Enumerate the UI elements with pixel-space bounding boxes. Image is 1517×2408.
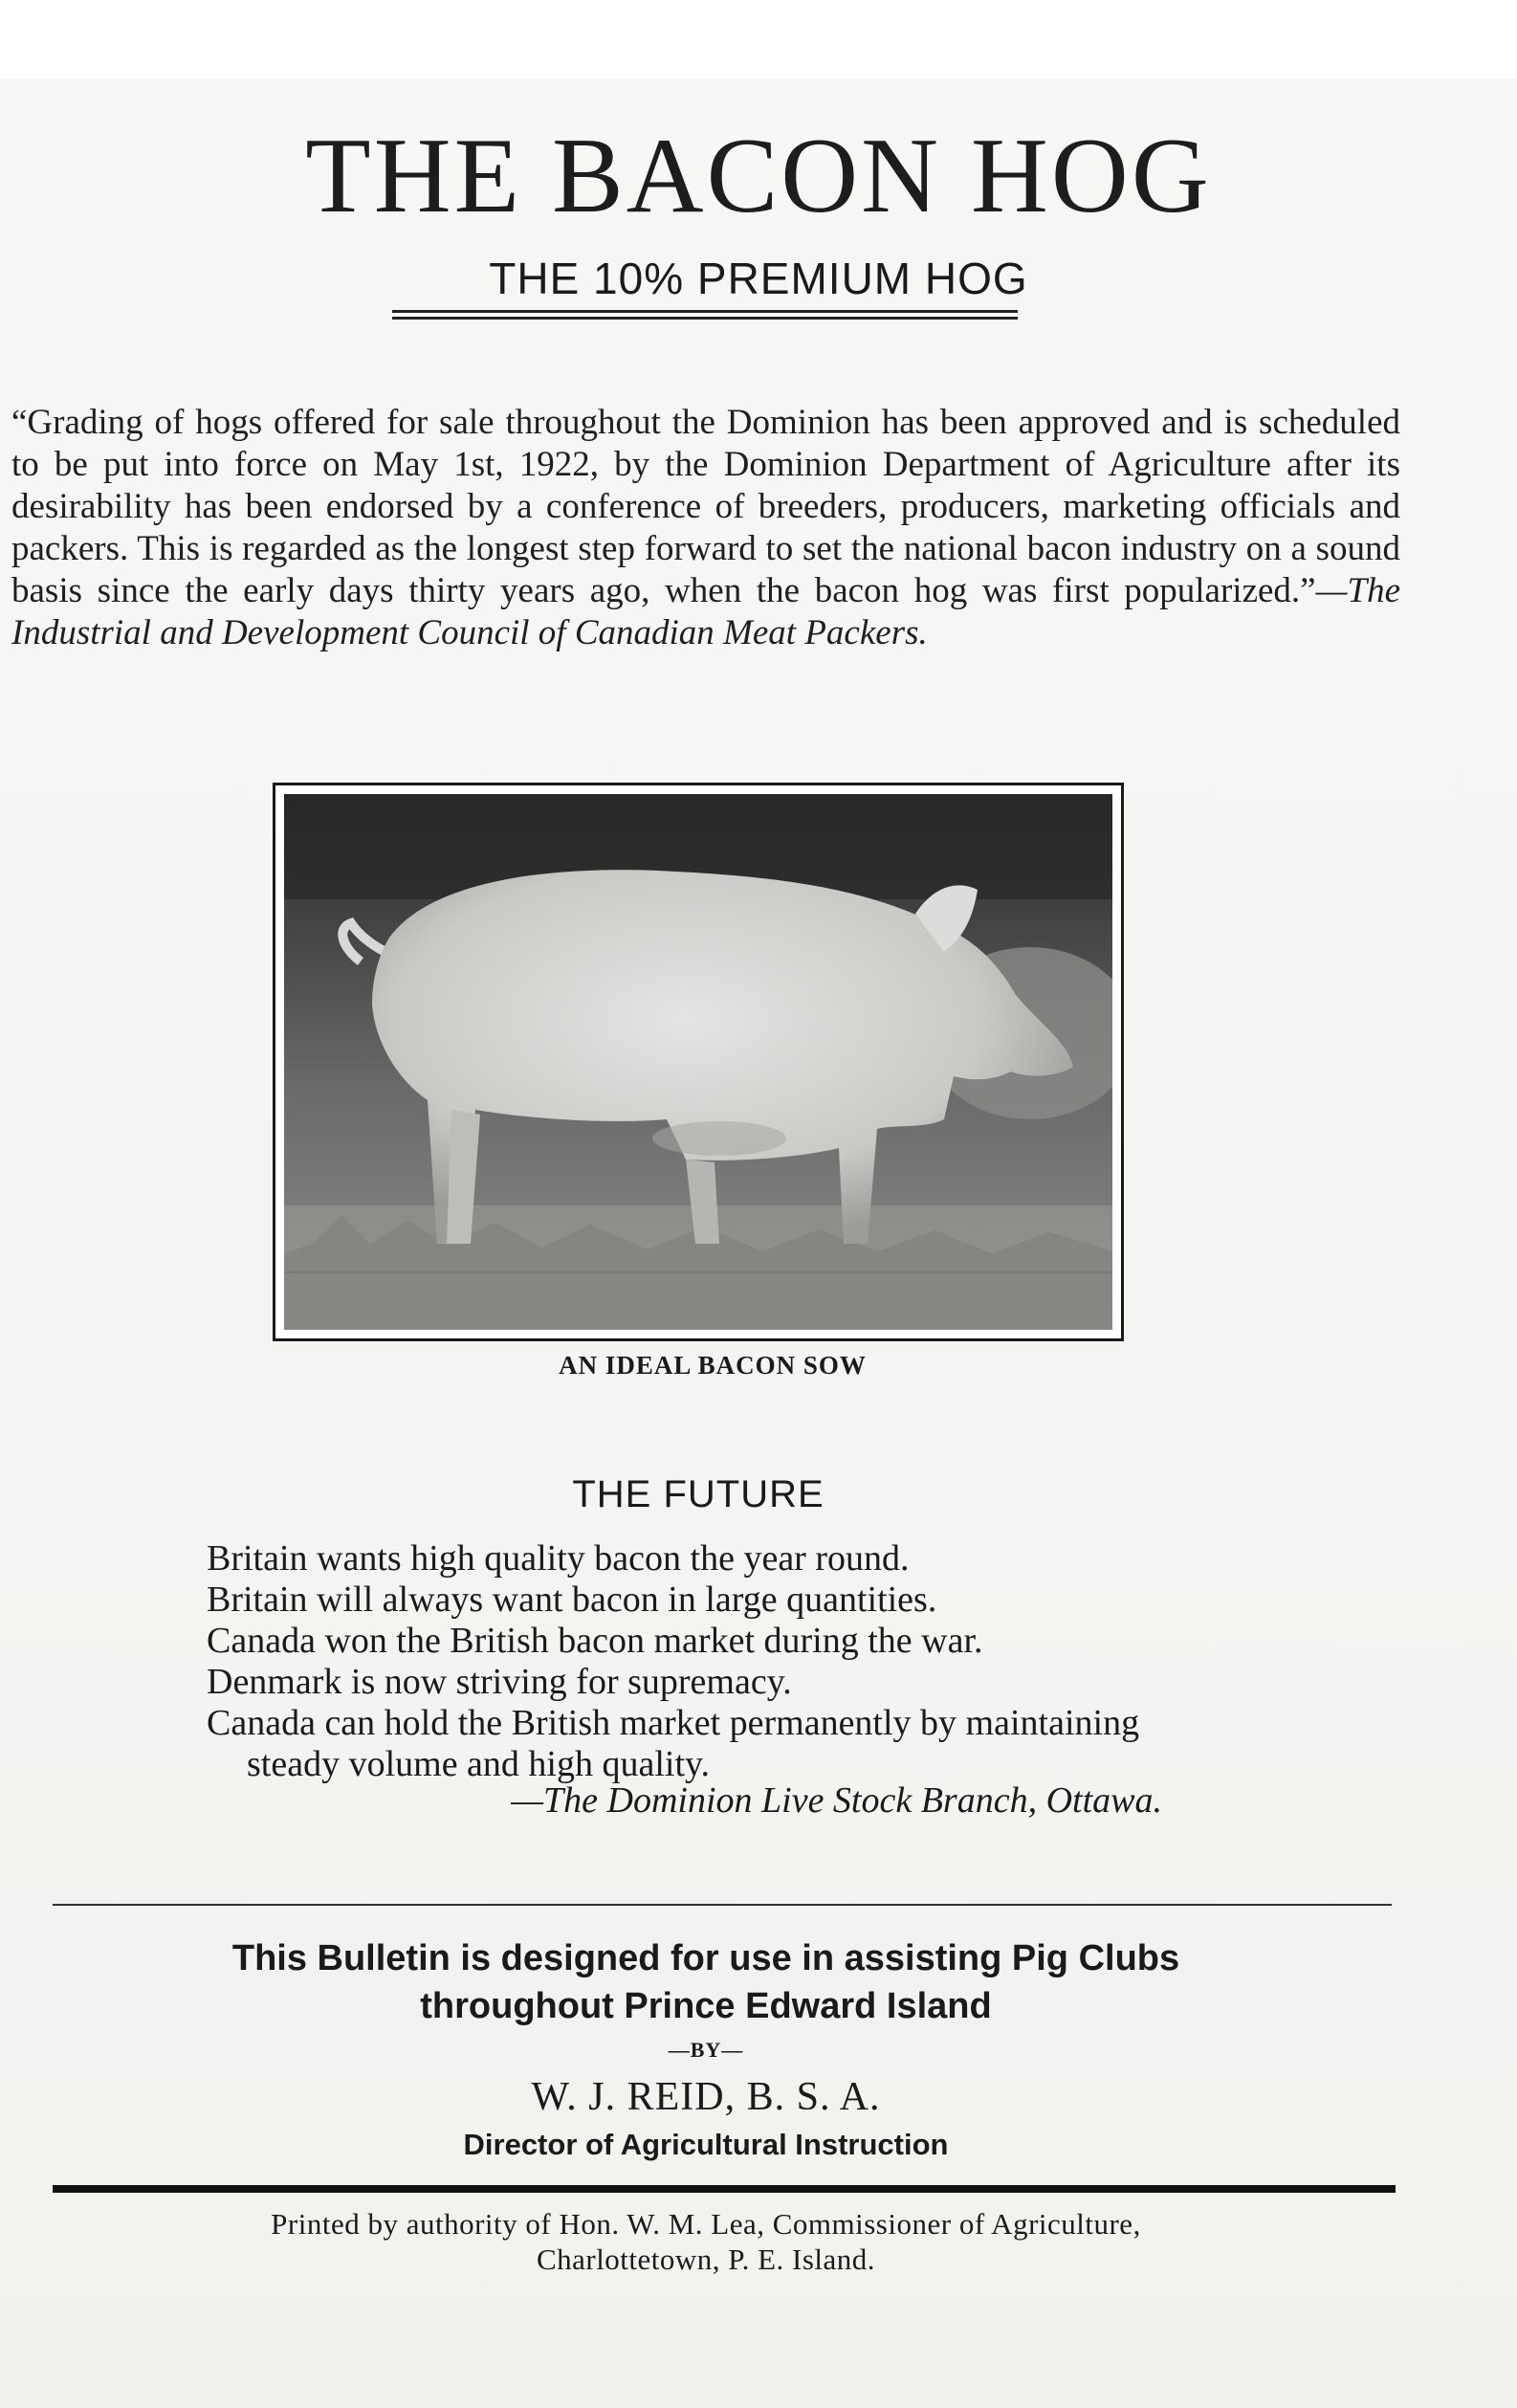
page-subtitle: THE 10% PREMIUM HOG bbox=[489, 254, 1028, 303]
top-margin bbox=[0, 0, 1517, 78]
imprint-line-2: Charlottetown, P. E. Island. bbox=[536, 2242, 876, 2276]
subtitle-rule-top bbox=[392, 310, 1018, 313]
imprint-line-1: Printed by authority of Hon. W. M. Lea, Commissioner of Agriculture, bbox=[271, 2207, 1141, 2241]
quote-text: “Grading of hogs offered for sale throughout the Dominion has been approved and is scheduled to be put into force on May 1st, 1922, by the Dominion Department of Agriculture after its desirability has been endorsed by a conference of breeders, producers, marketing officials and packers. This is regarded as the longest step forward to set the national bacon industry on a sound basis since the early days thirty years ago, when the bacon hog was first popularized.” bbox=[11, 403, 1400, 610]
future-line: Canada won the British bacon market during the war. bbox=[207, 1621, 983, 1661]
future-line: Denmark is now striving for supremacy. bbox=[207, 1662, 792, 1702]
page-title: THE BACON HOG bbox=[305, 117, 1212, 235]
imprint-divider bbox=[53, 2185, 1396, 2193]
photo-caption: AN IDEAL BACON SOW bbox=[559, 1351, 867, 1380]
sow-photograph bbox=[273, 783, 1124, 1341]
author-title: Director of Agricultural Instruction bbox=[463, 2128, 949, 2161]
subtitle-rule-bottom bbox=[392, 317, 1018, 320]
author-name: W. J. REID, B. S. A. bbox=[531, 2075, 881, 2119]
future-heading: THE FUTURE bbox=[572, 1473, 824, 1515]
printer-imprint bbox=[0, 2206, 1412, 2277]
bulletin-purpose bbox=[0, 1934, 1412, 2030]
future-list bbox=[207, 1538, 1220, 1785]
future-line: Britain will always want bacon in large quantities. bbox=[207, 1580, 937, 1620]
bulletin-line-2: throughout Prince Edward Island bbox=[420, 1986, 992, 2026]
future-line: Canada can hold the British market permanently by maintaining steady volume and high quality. bbox=[207, 1703, 1140, 1784]
quote-source: —The Industrial and Development Council of Canadian Meat Packers. bbox=[11, 571, 1400, 652]
bulletin-line-1: This Bulletin is designed for use in assisting Pig Clubs bbox=[231, 1938, 1180, 1978]
future-line: Britain wants high quality bacon the year round. bbox=[207, 1538, 910, 1579]
opening-quote bbox=[11, 402, 1400, 654]
future-source: —The Dominion Live Stock Branch, Ottawa. bbox=[511, 1780, 1162, 1821]
by-label: —BY— bbox=[668, 2038, 744, 2062]
section-divider bbox=[53, 1904, 1392, 1906]
sow-image bbox=[284, 794, 1112, 1330]
